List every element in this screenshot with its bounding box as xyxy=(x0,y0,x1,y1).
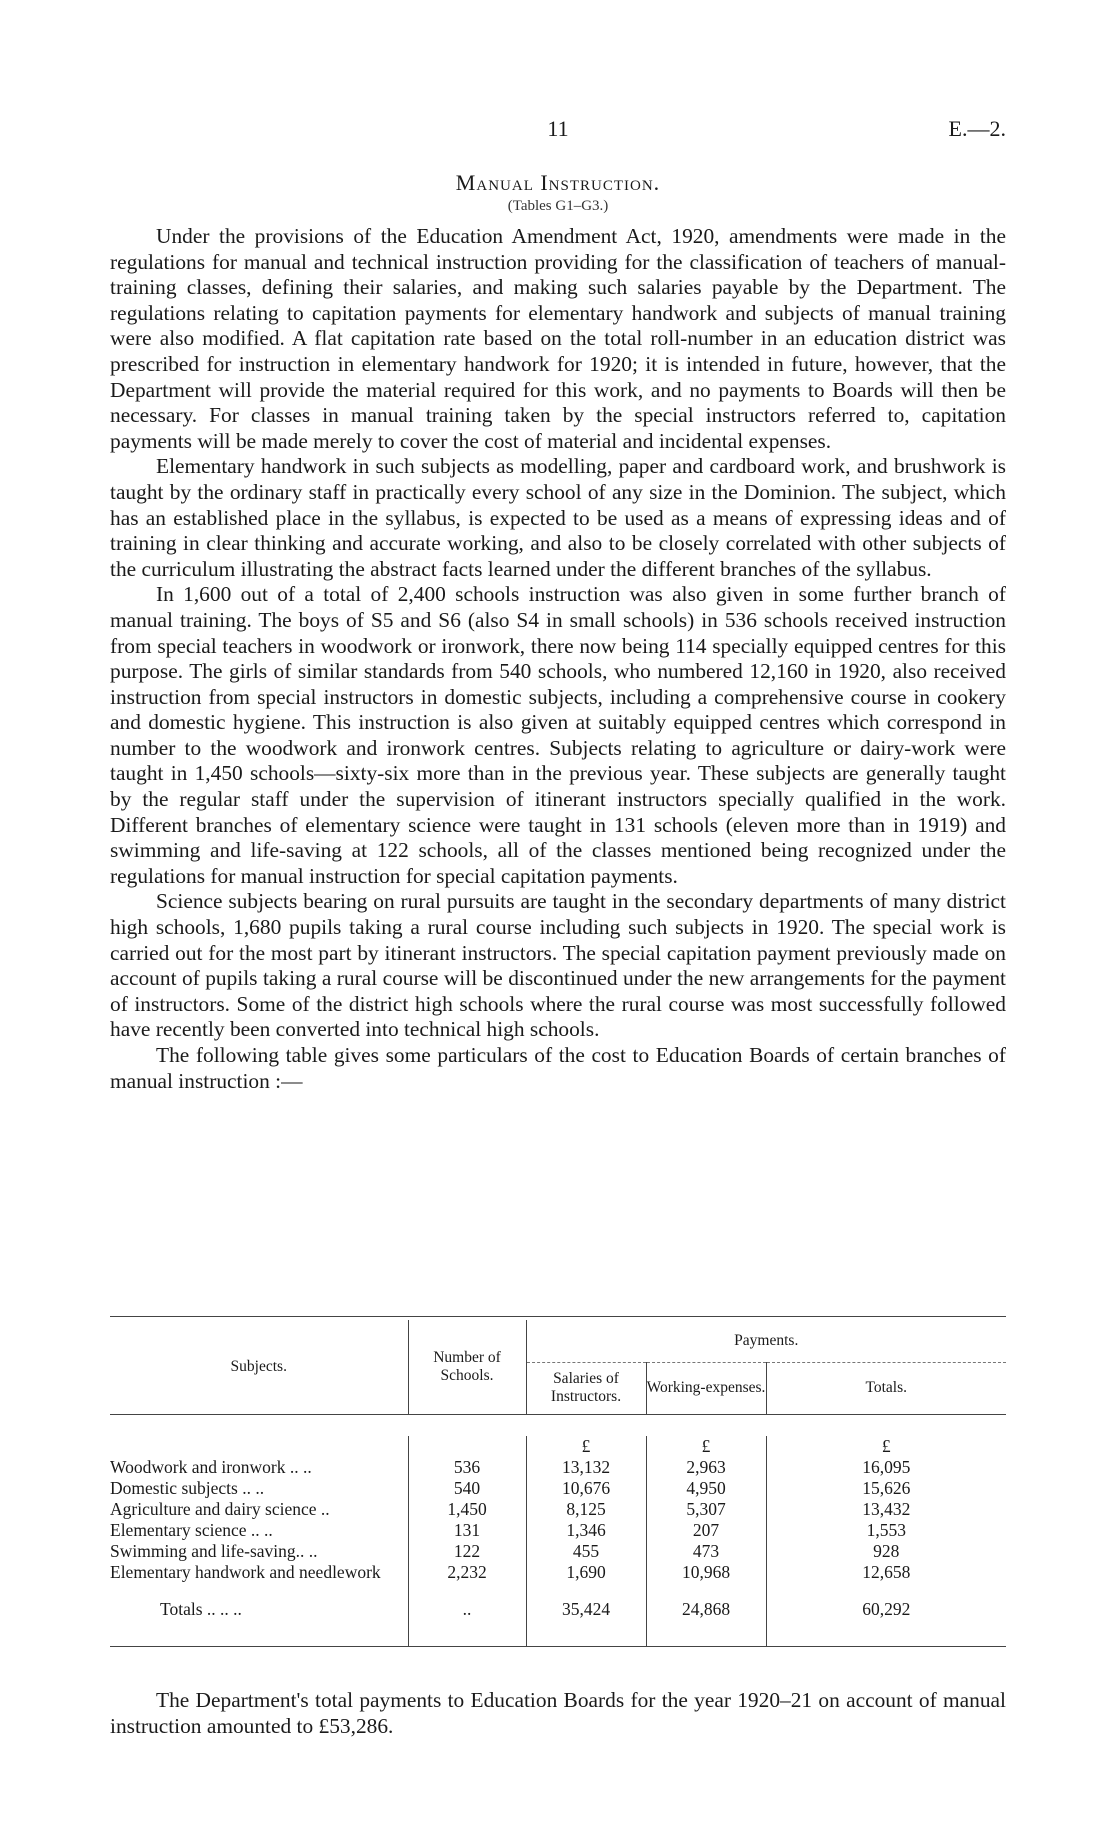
row-schools: 1,450 xyxy=(408,1499,526,1520)
currency-row xyxy=(110,1436,1006,1457)
closing-text xyxy=(110,1688,1006,1739)
row-schools: 2,232 xyxy=(408,1562,526,1583)
section-title: Manual Instruction. xyxy=(455,170,661,195)
header-salaries: Salaries of Instructors. xyxy=(526,1362,646,1414)
page-header xyxy=(110,116,1006,150)
paragraph: Elementary handwork in such subjects as modelling, paper and cardboard work, and brushwork is taught by the ordinary staff in practically every school of any size in the Dominion. The subject, which has an established place in the syllabus, is expected to be used as a means of expressing ideas and of training in clear thinking and accurate working, and also to be closely correlated with other subjects of the curriculum illustrating the abstract facts learned under the different branches of the syllabus. xyxy=(110,454,1006,581)
paragraph: In 1,600 out of a total of 2,400 schools instruction was also given in some further branch of manual training. The boys of S5 and S6 (also S4 in small schools) in 536 schools received instruction from special teachers in woodwork or ironwork, there now being 114 specially equipped centres for this purpose. The girls of similar standards from 540 schools, who numbered 12,160 in 1920, also received instruction from special instructors in domestic subjects, including a comprehensive course in cookery and domestic hygiene. This instruction is also given at suitably equipped centres which correspond in number to the woodwork and ironwork centres. Subjects relating to agriculture or dairy-work were taught in 1,450 schools—sixty-six more than in the previous year. These subjects are generally taught by the regular staff under the supervision of itinerant instructors specially qualified in the work. Different branches of elementary science were taught in 131 schools (eleven more than in 1919) and swimming and life-saving at 122 schools, all of the classes mentioned being recognized under the regulations for manual instruction for special capitation payments. xyxy=(110,582,1006,888)
header-payments: Payments. xyxy=(526,1320,1006,1362)
document-reference: E.—2. xyxy=(948,116,1006,141)
table-row xyxy=(110,1520,1006,1541)
row-working: 473 xyxy=(646,1541,766,1562)
header-schools: Number of Schools. xyxy=(408,1320,526,1414)
header-working: Working-expenses. xyxy=(646,1362,766,1414)
tables-reference: (Tables G1–G3.) xyxy=(507,198,609,214)
currency-symbol: £ xyxy=(526,1436,646,1457)
row-subject: Elementary handwork and needlework xyxy=(110,1562,408,1583)
totals-schools: .. xyxy=(408,1599,526,1620)
row-schools: 540 xyxy=(408,1478,526,1499)
table-row xyxy=(110,1541,1006,1562)
row-total: 12,658 xyxy=(862,1562,911,1582)
row-salaries: 1,690 xyxy=(526,1562,646,1583)
header-totals: Totals. xyxy=(865,1379,908,1396)
paragraph: Under the provisions of the Education Amendment Act, 1920, amendments were made in the regulations for manual and technical instruction providing for the classification of teachers of manual-training classes, defining their salaries, and making such salaries payable by the Department. The regulations relating to capitation payments for elementary handwork and subjects of manual training were also modified. A flat capitation rate based on the total roll-number in an education district was prescribed for instruction in elementary handwork for 1920; it is intended in future, however, that the Department will provide the material required for this work, and no payments to Boards will then be necessary. For classes in manual training taken by the special instructors referred to, capitation payments will be made merely to cover the cost of material and incidental expenses. xyxy=(110,224,1006,453)
row-working: 5,307 xyxy=(646,1499,766,1520)
paragraph: The following table gives some particulars of the cost to Education Boards of certain branches of manual instruction :— xyxy=(110,1043,1006,1093)
totals-salaries: 35,424 xyxy=(526,1599,646,1620)
row-total: 15,626 xyxy=(862,1478,911,1498)
row-working: 2,963 xyxy=(646,1457,766,1478)
table-row xyxy=(110,1478,1006,1499)
table-row xyxy=(110,1457,1006,1478)
row-subject: Agriculture and dairy science .. xyxy=(110,1499,408,1520)
totals-row xyxy=(110,1599,1006,1620)
row-total: 1,553 xyxy=(866,1520,906,1540)
totals-total: 60,292 xyxy=(862,1599,911,1619)
row-working: 4,950 xyxy=(646,1478,766,1499)
body-text xyxy=(110,224,1006,1094)
header-subjects: Subjects. xyxy=(110,1320,408,1414)
paragraph: Science subjects bearing on rural pursuits are taught in the secondary departments of many district high schools, 1,680 pupils taking a rural course including such subjects in 1920. The special work is carried out for the most part by itinerant instructors. The special capitation payment previously made on account of pupils taking a rural course will be discontinued under the new arrangements for the payment of instructors. Some of the district high schools where the rural course was most successfully followed have recently been converted into technical high schools. xyxy=(110,889,1006,1042)
row-salaries: 1,346 xyxy=(526,1520,646,1541)
row-total: 16,095 xyxy=(862,1457,911,1477)
row-working: 10,968 xyxy=(646,1562,766,1583)
row-schools: 536 xyxy=(408,1457,526,1478)
row-salaries: 455 xyxy=(526,1541,646,1562)
totals-label: Totals .. .. .. xyxy=(110,1599,408,1620)
table-row xyxy=(110,1562,1006,1583)
row-subject: Swimming and life-saving.. .. xyxy=(110,1541,408,1562)
row-subject: Domestic subjects .. .. xyxy=(110,1478,408,1499)
row-schools: 131 xyxy=(408,1520,526,1541)
row-working: 207 xyxy=(646,1520,766,1541)
table-top-rule xyxy=(110,1316,1006,1317)
row-total: 13,432 xyxy=(862,1499,911,1519)
closing-paragraph: The Department's total payments to Education Boards for the year 1920–21 on account of manual instruction amounted to £53,286. xyxy=(110,1688,1006,1738)
row-schools: 122 xyxy=(408,1541,526,1562)
row-subject: Woodwork and ironwork .. .. xyxy=(110,1457,408,1478)
row-salaries: 10,676 xyxy=(526,1478,646,1499)
page-number: 11 xyxy=(547,116,569,141)
totals-working: 24,868 xyxy=(646,1599,766,1620)
row-salaries: 8,125 xyxy=(526,1499,646,1520)
row-subject: Elementary science .. .. xyxy=(110,1520,408,1541)
currency-symbol: £ xyxy=(881,1436,891,1456)
row-salaries: 13,132 xyxy=(526,1457,646,1478)
row-total: 928 xyxy=(873,1541,900,1561)
cost-table xyxy=(110,1320,1006,1647)
table-row xyxy=(110,1499,1006,1520)
currency-symbol: £ xyxy=(646,1436,766,1457)
